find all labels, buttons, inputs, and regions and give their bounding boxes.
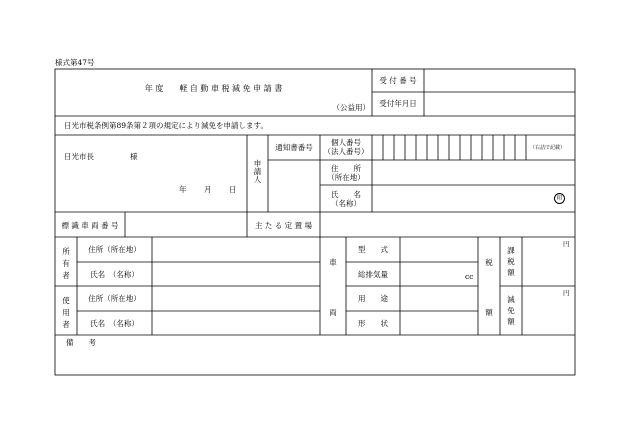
date-day-label: 日: [229, 185, 237, 194]
right-align-note: （右詰で記載）: [530, 145, 566, 151]
vehicle-side-label-top: 車: [329, 258, 337, 267]
tax-side-label-bottom: 額: [485, 308, 493, 317]
date-month-label: 月: [204, 185, 212, 194]
exempt-amount-label: 減 免 額: [507, 295, 515, 326]
remarks-field[interactable]: [56, 349, 574, 374]
seal-mark: 印: [554, 193, 565, 204]
shape-label: 形 状: [358, 319, 388, 328]
storage-location-label: 主 た る 定 置 場: [255, 221, 312, 230]
taxable-amount-field[interactable]: [523, 248, 574, 285]
notice-number-label: 通知書番号: [275, 143, 313, 152]
personal-number-label: 個人番号 （法人番号）: [323, 138, 369, 156]
applicant-name-label: 氏 名 （名称）: [331, 190, 361, 208]
form-number: 様式第47号: [55, 58, 95, 67]
user-name-field[interactable]: [153, 312, 319, 334]
reception-date-field[interactable]: [425, 93, 574, 115]
storage-location-field[interactable]: [321, 213, 574, 236]
displacement-field[interactable]: [401, 263, 461, 285]
vehicle-side-label-bottom: 両: [329, 308, 337, 317]
exempt-yen-unit: 円: [563, 289, 570, 297]
user-address-label: 住所（所在地）: [88, 294, 141, 303]
remarks-label: 備 考: [66, 338, 96, 347]
applicant-address-field[interactable]: [373, 161, 574, 184]
owner-address-label: 住所（所在地）: [88, 245, 141, 254]
model-field[interactable]: [401, 238, 477, 261]
applicant-address-label: 住 所 （所在地）: [327, 164, 365, 182]
displacement-unit: cc: [465, 272, 474, 281]
addressee-honorific: 様: [130, 152, 138, 161]
usage-label: 用 途: [358, 294, 388, 303]
owner-address-field[interactable]: [153, 238, 319, 261]
notice-number-field[interactable]: [269, 161, 319, 211]
public-use-label: （公益用）: [332, 103, 370, 112]
usage-field[interactable]: [401, 287, 477, 310]
taxable-amount-label: 課 税 額: [507, 246, 515, 277]
vehicle-plate-label: 標 識 車 両 番 号: [61, 221, 119, 230]
reception-number-field[interactable]: [425, 70, 574, 91]
applicant-side-label: 申 請 人: [253, 159, 262, 184]
owner-name-field[interactable]: [153, 263, 319, 285]
statement-text: 日光市税条例第89条第２項の規定により減免を申請します。: [64, 121, 268, 130]
owner-side-label: 所 有 者: [62, 247, 70, 280]
application-date-field[interactable]: [150, 178, 240, 198]
model-label: 型 式: [358, 245, 388, 254]
shape-field[interactable]: [401, 312, 477, 334]
reception-number-label: 受 付 番 号: [379, 76, 417, 85]
date-year-label: 年: [179, 185, 187, 194]
displacement-label: 総排気量: [358, 270, 388, 279]
user-side-label: 使 用 者: [62, 296, 70, 329]
personal-number-field[interactable]: [373, 136, 527, 159]
owner-name-label: 氏名 （名称）: [90, 270, 139, 279]
form-title: 年 度 軽 自 動 車 税 減 免 申 請 書: [144, 84, 283, 93]
taxable-yen-unit: 円: [563, 240, 570, 248]
exempt-amount-field[interactable]: [523, 297, 574, 334]
vehicle-plate-field[interactable]: [126, 213, 246, 236]
reception-date-label: 受付年月日: [379, 99, 417, 108]
user-address-field[interactable]: [153, 287, 319, 310]
tax-side-label-top: 税: [485, 258, 493, 267]
addressee-name: 日光市長: [64, 152, 94, 161]
applicant-name-field[interactable]: [373, 186, 548, 211]
user-name-label: 氏名 （名称）: [90, 319, 139, 328]
